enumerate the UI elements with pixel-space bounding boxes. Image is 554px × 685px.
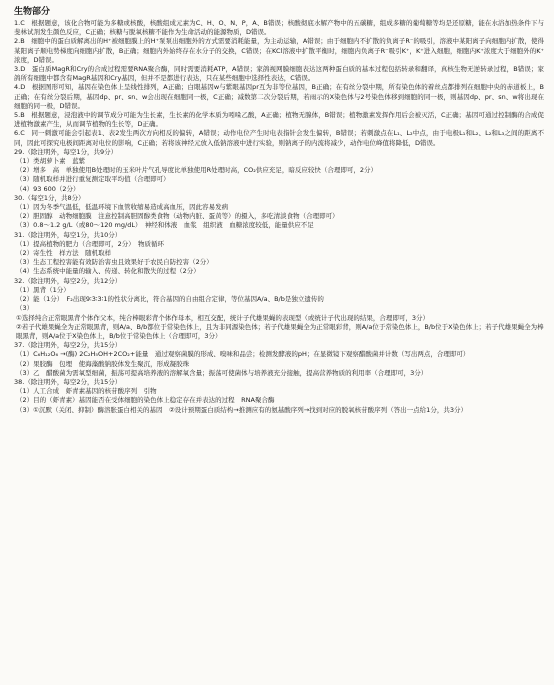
question-32 xyxy=(14,277,544,341)
question-30-heading: 30.（每空1分，共8分） xyxy=(14,193,85,202)
question-29-line: （2）增多 高 单独使用B处理时的玉米叶片气孔导度比单独使用R处理时高，CO₂供应充足，暗反应较快（合理即可，2分） xyxy=(16,166,378,175)
answer-5: 5.B 根据题意，浸泡液中的调节成分可能为生长素，生长素的化学本质为吲哚乙酸，A正确；植物无腺体，B错误；植物激素发挥作用后会被灭活，C正确；基因可通过控制酶的合成促进植物激素产生，从而调节植物的生长等，D正确。 xyxy=(14,111,544,129)
section-title: 生物部分 xyxy=(14,7,51,17)
question-31 xyxy=(14,231,544,277)
question-31-heading: 31.（除注明外，每空1分，共10分） xyxy=(14,230,122,239)
answer-1: 1.C 根据题意，该化合物可能为多糖或核酸，核酸组成元素为C、H、O、N、P，A、B错误；核酸彻底水解产物中的五碳糖，组成多糖的葡萄糖等均是还原糖，能在水浴加热条件下与斐林试剂发生颜色反应，C正确；核糖与脱氧核糖不能作为生命活动的能源物质，D错误。 xyxy=(14,19,544,37)
question-30 xyxy=(14,194,544,231)
question-37-line: （2）果胶酶 包埋 使海藻酸钠胶体发生聚沉，形成凝胶珠 xyxy=(16,359,190,368)
question-29-line: （3）随机取样并进行重复测定取平均值（合理即可） xyxy=(16,175,170,184)
question-32-line: （3） xyxy=(16,304,34,313)
question-32-line: （1）黑背（1分） xyxy=(16,285,70,294)
question-38 xyxy=(14,378,544,415)
answer-6: 6.C 同一刺激可能会引起表1、表2发生两次方向相反的偏转，A错误；动作电位产生时电表指针会发生偏转，B错误；若刺激点在L₁、L₂中点，由于电极L₁和L₂、L₂和L₃之间的距离不同，因此可探究电极间距离对电位的影响，C正确；若将该神经元放入低钠溶液中进行实验，则钠离子的内流将减少，动作电位峰值将降低，D错误。 xyxy=(14,129,544,147)
question-29-line: （4）93 600（2分） xyxy=(16,184,80,193)
question-38-line: （1）人工合成 虾青素基因的核苷酸序列 引物 xyxy=(16,387,157,396)
question-37-line: （1）C₆H₁₂O₆ →(酶) 2C₂H₅OH+2CO₂+能量 通过观察菌膜的形成、嗅味和品尝；检测发酵液的pH；在显微镜下观察醋酸菌并计数（写出两点，合理即可） xyxy=(16,350,470,359)
question-30-line: （2）胆固醇 动物细胞膜 注意控制高胆固醇类食物（动物内脏、蛋黄等）的摄入，多吃清淡食物（合理即可） xyxy=(16,212,339,221)
question-37-line: （3）乙 醋酸菌为需氧型细菌，振荡可提高培养液的溶解氧含量；振荡可使菌体与培养液充分接触，提高营养物质的利用率（合理即可，3分） xyxy=(16,368,428,377)
question-31-line: （2）寄生性 样方法 随机取样 xyxy=(16,249,112,258)
question-29-heading: 29.（除注明外，每空1分，共9分） xyxy=(14,147,118,156)
answer-3: 3.D 蛋白质MagR和Cry的合成过程需要RNA聚合酶，同时需要消耗ATP，A错误；家鸽视网膜细胞表达这两种蛋白质的基本过程包括转录和翻译，真核生物无逆转录过程，B错误；家鸽所有细胞中都含有MagR基因和Cry基因，但并不是都进行表达，只在某些细胞中选择性表达，C错误。 xyxy=(14,65,544,83)
question-38-heading: 38.（除注明外，每空2分，共15分） xyxy=(14,377,122,386)
question-29-line: （1）类胡萝卜素 蓝紫 xyxy=(16,157,86,166)
multiple-choice-answers xyxy=(14,19,544,148)
question-32-line: ①选择纯合正常眼黑背个体作父本，纯合棒眼彩背个体作母本，相互交配，统计子代雄果蝇的表现型（或统计子代出现的结果，合理即可，3分） xyxy=(16,313,429,322)
answer-4: 4.D 根据图形可知，基因在染色体上呈线性排列，A正确；白眼基因w与紫眼基因pr互为非等位基因，B正确；在有丝分裂中期，所有染色体的着丝点都排列在细胞中央的赤道板上，B正确；在有丝分裂后期，基因dp、pr、sn、w会出现在细胞同一极，C正确；减数第二次分裂后期，若雨示的X染色体与2号染色体移到细胞的同一极，则基因dp、pr、sn、w将出现在细胞的同一极，D错误。 xyxy=(14,83,544,110)
question-37-heading: 37.（除注明外，每空2分，共15分） xyxy=(14,341,122,350)
question-30-line: （3）0.8～1.2 g/L（或80～120 mg/dL） 神经和体液 血浆 组织液 血糖浓度较低，能量供应不足 xyxy=(16,221,314,230)
question-29 xyxy=(14,148,544,194)
question-31-line: （3）生态工程控害能有效防治害虫且效果好于农民自防控害（2分） xyxy=(16,258,213,267)
question-38-line: （2）目的（虾青素）基因能否在受体细胞的染色体上稳定存在并表达的过程 RNA聚合酶 xyxy=(16,396,275,405)
question-32-heading: 32.（除注明外，每空2分，共12分） xyxy=(14,276,122,285)
question-31-line: （1）提高植物的肥力（合理即可，2分） 物质循环 xyxy=(16,239,165,248)
question-30-line: （1）因为冬季气温低，低温环境下血管收缩易造成高血压，因此容易发病 xyxy=(16,203,229,212)
question-32-line: ②若子代雄果蝇全为正常眼黑背，则A/a、B/b都位于常染色体上，且为非同源染色体；若子代雄果蝇全为正常眼彩背，则A/a位于常染色体上，B/b位于X染色体上；若子代雄果蝇全为棒眼黑背，则A/a位于X染色体上，B/b位于常染色体上（合理即可，3分） xyxy=(16,322,544,340)
question-38-line: （3）①沉默（关闭、抑制）酶溶胀蛋白相关的基因 ②设计预期蛋白质结构→推测应有的氨基酸序列→找到对应的脱氧核苷酸序列（答出一点给1分，共3分） xyxy=(16,405,467,414)
question-31-line: （4）生态系统中能量的输入、传递、转化和散失的过程（2分） xyxy=(16,267,200,276)
question-37 xyxy=(14,341,544,378)
answer-2: 2.B 细胞中的蛋白质解离出的H⁺被细胞膜上的H⁺泵泵出细胞外的方式需要消耗能量，为主动运输，A错误；由于细胞内不扩散的负离子R⁻的吸引，溶液中某阳离子向细胞内扩散，使得某阳离子顺电势梯度向细胞内扩散，B正确；细胞内外始终存在水分子的交换，C错误；在KCl溶液中扩散平衡时，细胞内负离子R⁻吸引K⁺，K⁺进入细胞，细胞内K⁺浓度大于细胞外的K⁺浓度，D错误。 xyxy=(14,37,544,64)
question-32-line: （2）能（1分） F₂出现9∶3∶3∶1的性状分离比，符合基因的自由组合定律，等位基因A/a、B/b是独立遗传的 xyxy=(16,295,324,304)
